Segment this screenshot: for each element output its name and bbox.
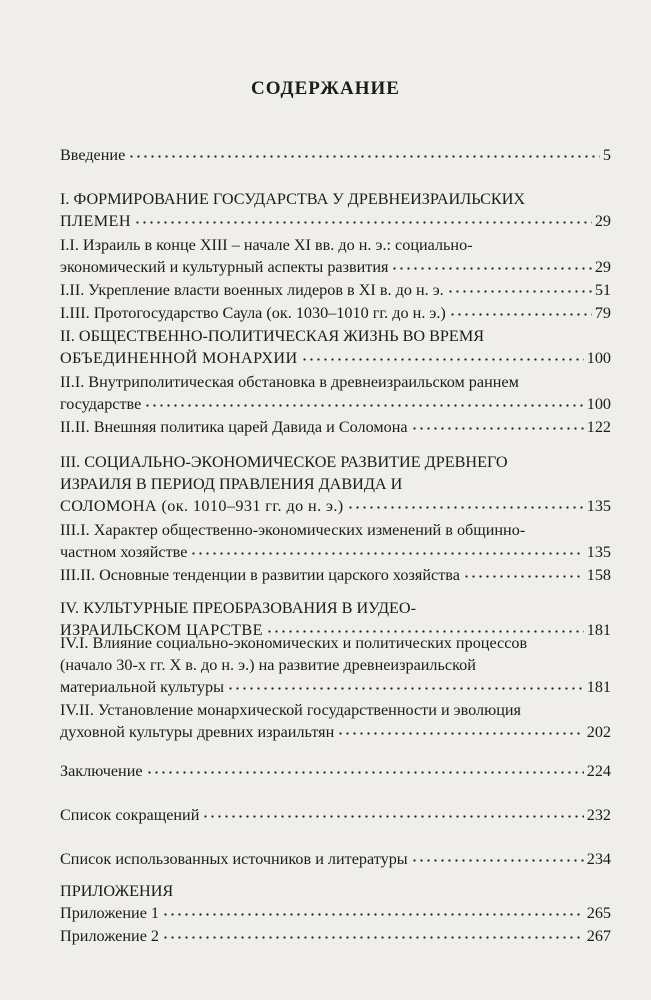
toc-entry — [60, 760, 611, 782]
dot-leader — [411, 427, 584, 430]
dot-leader — [146, 771, 584, 774]
toc-entry-text: (начало 30-х гг. X в. до н. э.) на развитие древнеизраильской — [60, 656, 476, 674]
dot-leader — [347, 506, 584, 509]
dot-leader — [447, 290, 592, 293]
toc-entry-text: ПРИЛОЖЕНИЯ — [60, 882, 174, 900]
dot-leader — [162, 913, 584, 916]
dot-leader — [463, 575, 584, 578]
toc-page-number: 202 — [586, 723, 611, 741]
toc-entry — [60, 144, 611, 166]
toc-page-number: 79 — [594, 304, 611, 322]
toc-chapter-entry — [60, 451, 611, 517]
toc-entry-text: II. ОБЩЕСТВЕННО-ПОЛИТИЧЕСКАЯ ЖИЗНЬ ВО ВРЕМЯ — [60, 327, 485, 345]
toc-page-number: 5 — [602, 146, 611, 164]
toc-entry-text: I.III. Протогосударство Саула (ок. 1030–1010 гг. до н. э.) — [60, 304, 446, 322]
toc-entry — [60, 302, 611, 324]
toc-entry-text: Приложение 2 — [60, 927, 160, 945]
dot-leader — [337, 732, 583, 735]
toc-entry — [60, 848, 611, 870]
toc-page-number: 234 — [586, 850, 611, 868]
toc-entry-text: материальной культуры — [60, 678, 224, 696]
toc-page-number: 51 — [594, 281, 611, 299]
toc-entry — [60, 699, 611, 743]
dot-leader — [144, 404, 583, 407]
toc-entry-text: III.II. Основные тенденции в развитии царского хозяйства — [60, 566, 460, 584]
toc-entry — [60, 564, 611, 586]
toc-entry-text: II.II. Внешняя политика царей Давида и Соломона — [60, 418, 408, 436]
toc-entry-text: Приложение 1 — [60, 904, 160, 922]
dot-leader — [202, 815, 583, 818]
toc-entry — [60, 902, 611, 924]
dot-leader — [128, 155, 600, 158]
toc-page-number: 135 — [586, 497, 611, 515]
toc-page-number: 122 — [586, 418, 611, 436]
toc-page-number: 181 — [586, 621, 611, 639]
toc-entry — [60, 880, 611, 902]
toc-page-number: 224 — [586, 762, 611, 780]
toc-page-number: 100 — [586, 395, 611, 413]
toc-entry-text: ИЗРАИЛЯ В ПЕРИОД ПРАВЛЕНИЯ ДАВИДА И — [60, 475, 403, 493]
toc-page-number: 100 — [586, 349, 611, 367]
toc-entry-text: Список сокращений — [60, 806, 200, 824]
dot-leader — [391, 267, 591, 270]
toc-page-number: 232 — [586, 806, 611, 824]
toc-chapter-entry — [60, 188, 611, 232]
toc-page-number: 267 — [586, 927, 611, 945]
toc-entry-text: Введение — [60, 146, 126, 164]
toc-entry — [60, 925, 611, 947]
toc-entry-text: ПЛЕМЕН — [60, 212, 131, 230]
page-title: СОДЕРЖАНИЕ — [251, 78, 400, 99]
toc-page-number: 135 — [586, 543, 611, 561]
toc-entry-text: духовной культуры древних израильтян — [60, 723, 335, 741]
toc-entry — [60, 519, 611, 563]
toc-entry-text: ИЗРАИЛЬСКОМ ЦАРСТВЕ — [60, 621, 263, 639]
dot-leader — [301, 358, 584, 361]
toc-entry — [60, 416, 611, 438]
toc-entry-text: частном хозяйстве — [60, 543, 188, 561]
toc-entry-text: I. ФОРМИРОВАНИЕ ГОСУДАРСТВА У ДРЕВНЕИЗРАИЛЬСКИХ — [60, 190, 526, 208]
dot-leader — [162, 936, 584, 939]
toc-entry-text: II.I. Внутриполитическая обстановка в древнеизраильском раннем — [60, 373, 519, 391]
toc-page-number: 158 — [586, 566, 611, 584]
toc-entry — [60, 371, 611, 415]
toc-entry-text: государстве — [60, 395, 142, 413]
toc-chapter-entry — [60, 325, 611, 369]
dot-leader — [449, 313, 592, 316]
toc-entry-text: I.II. Укрепление власти военных лидеров в XI в. до н. э. — [60, 281, 444, 299]
toc-entry — [60, 279, 611, 301]
toc-page-number: 29 — [594, 258, 611, 276]
toc-entry — [60, 234, 611, 278]
toc-page-number: 265 — [586, 904, 611, 922]
dot-leader — [134, 221, 592, 224]
dot-leader — [190, 552, 583, 555]
toc-entry-text: I.I. Израиль в конце XIII – начале XI вв. до н. э.: социально- — [60, 236, 473, 254]
toc-entry-text: III. СОЦИАЛЬНО-ЭКОНОМИЧЕСКОЕ РАЗВИТИЕ ДРЕВНЕГО — [60, 453, 508, 471]
toc-entry — [60, 632, 611, 698]
toc-page-number: 29 — [594, 212, 611, 230]
toc-entry — [60, 804, 611, 826]
toc-page-number: 181 — [586, 678, 611, 696]
toc-entry-text: СОЛОМОНА (ок. 1010–931 гг. до н. э.) — [60, 497, 344, 515]
toc-entry-text: экономический и культурный аспекты развития — [60, 258, 389, 276]
toc-entry-text: Список использованных источников и литературы — [60, 850, 408, 868]
dot-leader — [411, 859, 584, 862]
toc-entry-text: IV. КУЛЬТУРНЫЕ ПРЕОБРАЗОВАНИЯ В ИУДЕО- — [60, 599, 416, 617]
dot-leader — [227, 687, 584, 690]
toc-entry-text: IV.I. Влияние социально-экономических и политических процессов — [60, 634, 528, 652]
toc-entry-text: IV.II. Установление монархической государственности и эволюция — [60, 701, 521, 719]
toc-entry-text: III.I. Характер общественно-экономических изменений в общинно- — [60, 521, 526, 539]
toc-entry-text: Заключение — [60, 762, 143, 780]
toc-entry-text: ОБЪЕДИНЕННОЙ МОНАРХИИ — [60, 349, 298, 367]
